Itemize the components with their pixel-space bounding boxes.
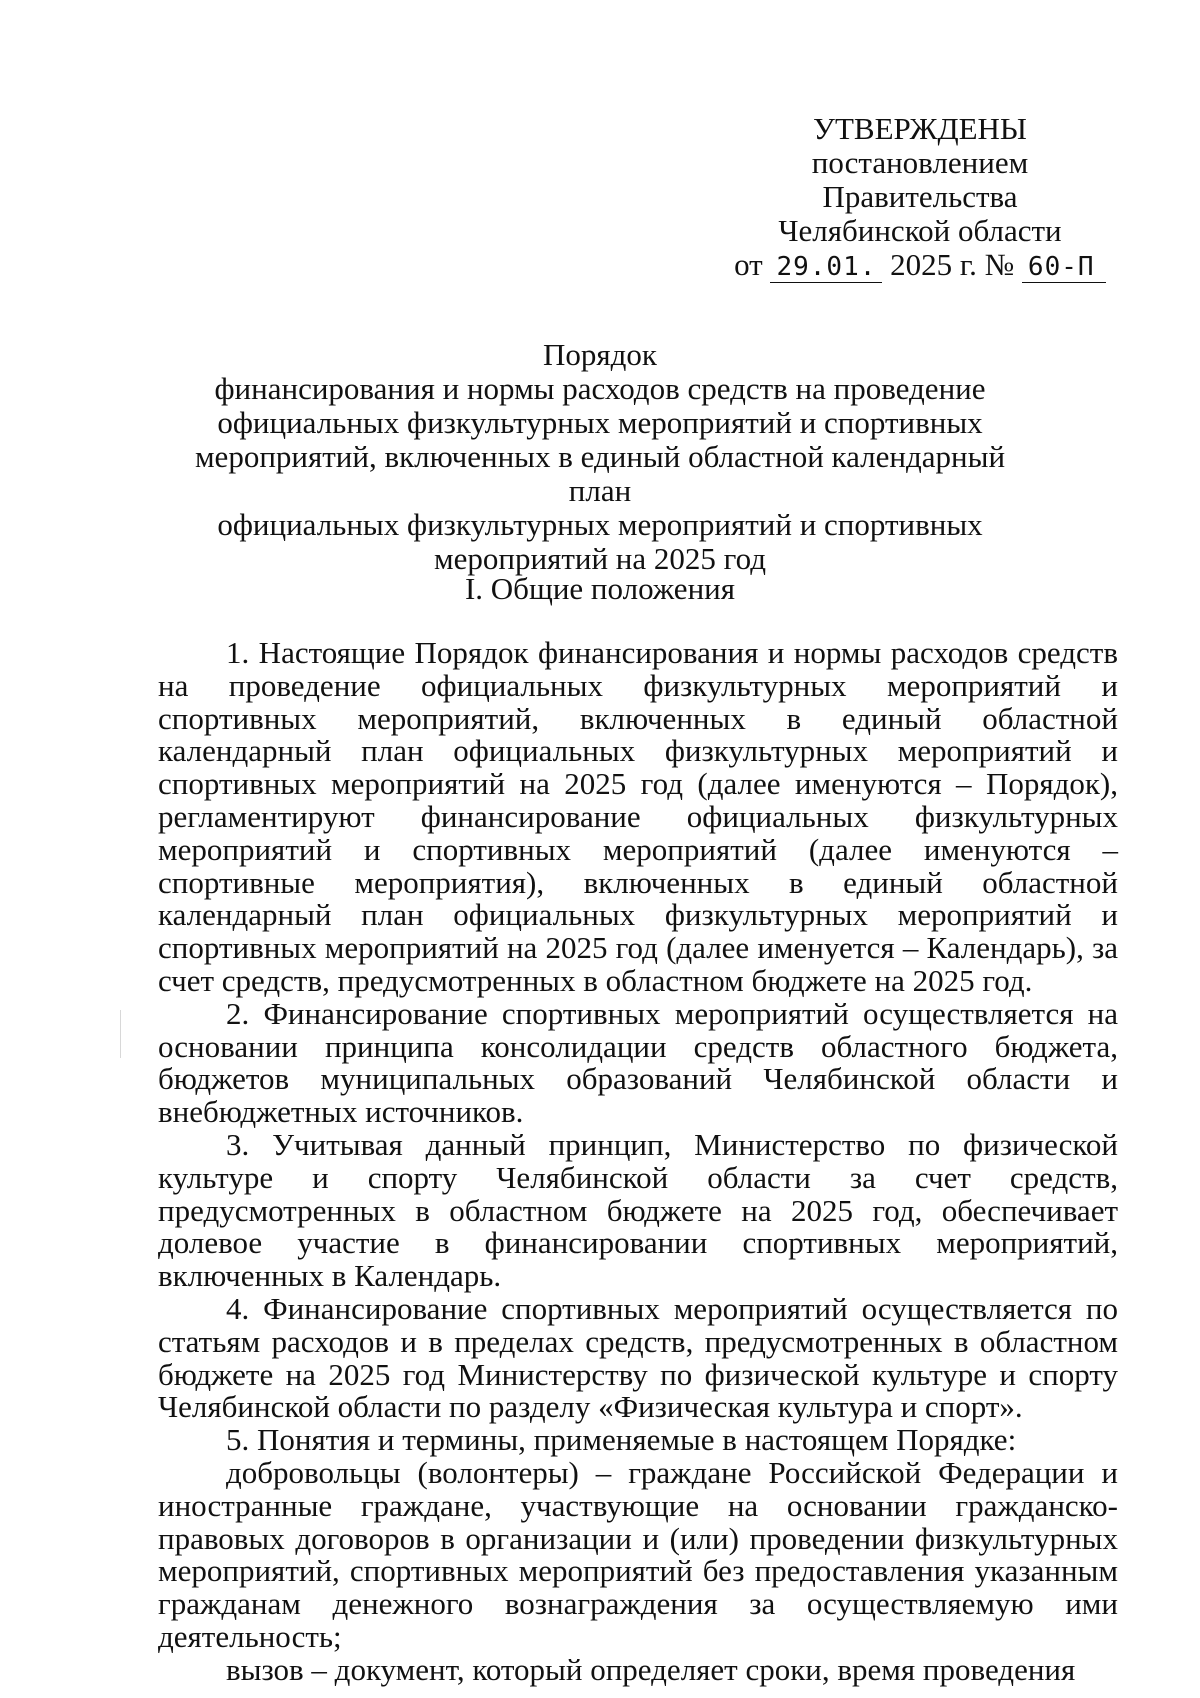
title-line: мероприятий на 2025 год bbox=[434, 541, 766, 576]
title-line: официальных физкультурных мероприятий и спортивных bbox=[217, 405, 983, 440]
year-suffix: 2025 г. № bbox=[890, 247, 1015, 282]
title-line: официальных физкультурных мероприятий и спортивных bbox=[217, 507, 983, 542]
paragraph-4: 4. Финансирование спортивных мероприятий осуществляется по статьям расходов и в пределах средств, предусмотренных в областном бюджете на 2025 год Министерству по физической культуре и спорту Челябинской области по разделу «Физическая культура и спорт». bbox=[158, 1290, 1118, 1425]
paragraph-1: 1. Настоящие Порядок финансирования и нормы расходов средств на проведение официальных физкультурных мероприятий и спортивных мероприятий, включенных в единый областной календарный план официальных физкультурных мероприятий и спортивных мероприятий на 2025 год (далее именуются – Порядок), регламентируют финансирование официальных физкультурных мероприятий и спортивных мероприятий (далее именуются – спортивные мероприятия), включенных в единый областной календарный план официальных физкультурных мероприятий и спортивных мероприятий на 2025 год (далее именуется – Календарь), за счет средств, предусмотренных в областном бюджете на 2025 год. bbox=[158, 635, 1118, 998]
number-field: 60-П bbox=[1022, 252, 1106, 283]
document-body bbox=[158, 637, 1118, 1687]
title-heading: Порядок bbox=[543, 337, 657, 372]
paragraph-5: 5. Понятия и термины, применяемые в настоящем Порядке: bbox=[226, 1422, 1017, 1458]
approval-line-1: постановлением Правительства bbox=[811, 145, 1029, 214]
date-prefix: от bbox=[734, 247, 763, 282]
approval-date-line bbox=[720, 248, 1120, 283]
definition-call: вызов – документ, который определяет сроки, время проведения bbox=[226, 1651, 1076, 1687]
title-line: финансирования и нормы расходов средств на проведение bbox=[214, 371, 986, 406]
approval-heading: УТВЕРЖДЕНЫ bbox=[813, 111, 1027, 146]
paragraph-3: 3. Учитывая данный принцип, Министерство по физической культуре и спорту Челябинской области за счет средств, предусмотренных в областном бюджете на 2025 год, обеспечивает долевое участие в финансировании спортивных мероприятий, включенных в Календарь. bbox=[158, 1126, 1118, 1294]
paragraph-2: 2. Финансирование спортивных мероприятий осуществляется на основании принципа консолидации средств областного бюджета, бюджетов муниципальных образований Челябинской области и внебюджетных источников. bbox=[158, 995, 1118, 1130]
approval-line-2: Челябинской области bbox=[778, 213, 1062, 248]
document-title bbox=[160, 338, 1040, 576]
date-field: 29.01. bbox=[770, 252, 882, 283]
title-line: мероприятий, включенных в единый областной календарный план bbox=[194, 439, 1006, 508]
approval-stamp bbox=[720, 112, 1120, 283]
definition-volunteers: добровольцы (волонтеры) – граждане Российской Федерации и иностранные граждане, участвующие на основании гражданско-правовых договоров в организации и (или) проведении физкультурных мероприятий, спортивных мероприятий без предоставления указанным гражданам денежного вознаграждения за осуществляемую ими деятельность; bbox=[158, 1454, 1118, 1654]
scan-margin-mark bbox=[120, 1010, 121, 1058]
section-heading: I. Общие положения bbox=[464, 571, 736, 606]
